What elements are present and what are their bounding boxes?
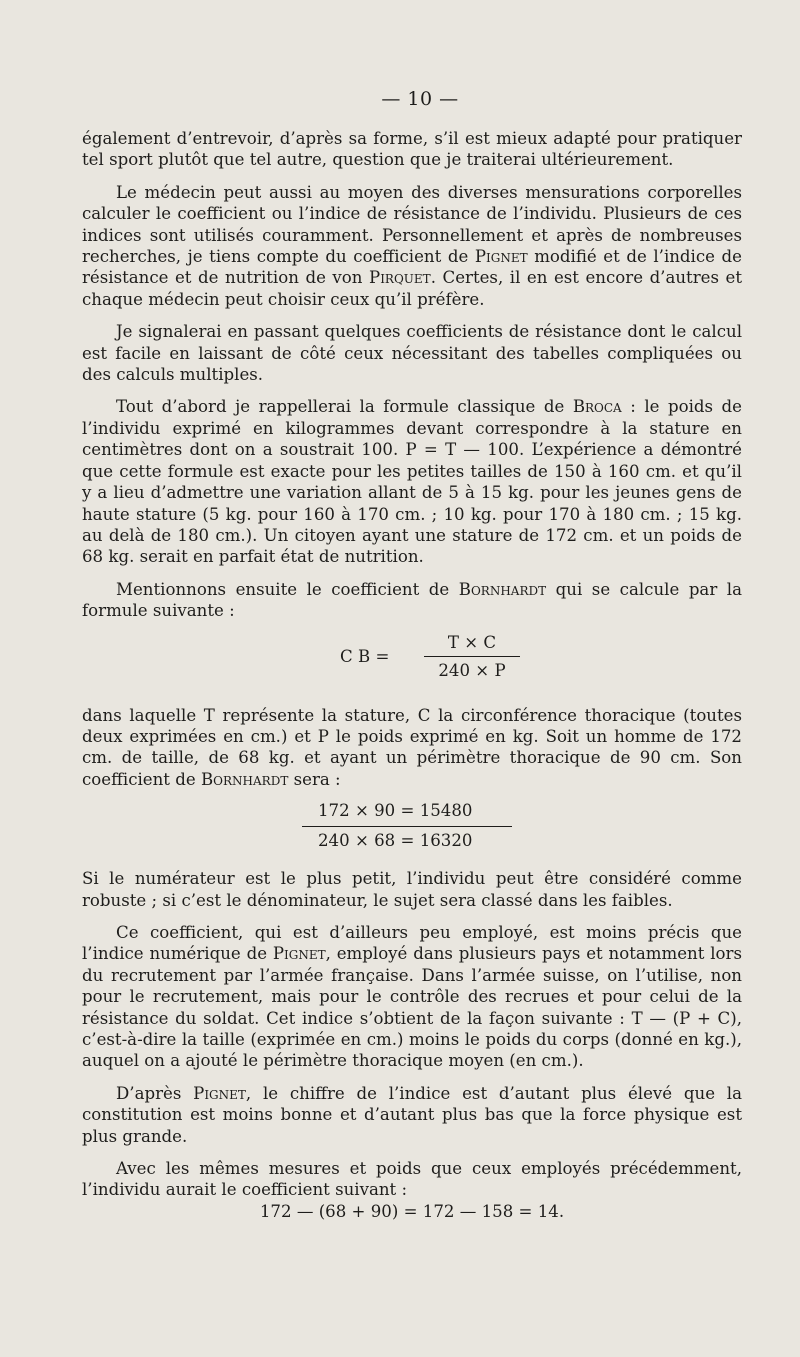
body-text: [82, 128, 742, 1222]
paragraph: [82, 128, 742, 171]
author-name: Pignet: [272, 944, 326, 964]
paragraph-text: Tout d’abord je rappellerai la formule classique de: [116, 397, 573, 417]
paragraph: [82, 1083, 742, 1147]
paragraph-text: qui se calcule par la formule suivante :: [82, 579, 742, 621]
paragraph: [82, 321, 742, 385]
page-number: — 10 —: [381, 88, 459, 110]
author-name: Pirquet: [369, 268, 431, 288]
paragraph-text: sera :: [288, 769, 341, 789]
paragraph-text: , employé dans plusieurs pays et notamment lors du recrutement par l’armée française. Dans l’armée suisse, on l’utilise, non pour le recrutement, mais pour le contrôle des recrues et pour celui de la résistance du soldat. Cet indice s’obtient de la façon suivante : T — (P + C), c’est-à-dire la taille (exprimée en cm.) moins le poids du corps (donné en kg.), auquel on a ajouté le périmètre thoracique moyen (en cm.).: [82, 944, 742, 1071]
paragraph-text: également d’entrevoir, d’après sa forme, s’il est mieux adapté pour pratiquer tel sport plutôt que tel autre, question que je traiterai ultérieurement.: [82, 129, 742, 170]
author-name: Broca: [572, 397, 622, 417]
paragraph: [82, 705, 742, 791]
formula-numerator: T × C: [447, 632, 497, 652]
fraction-bar: [302, 826, 512, 827]
formula-bornhardt: [82, 630, 742, 694]
fraction-bar: [424, 656, 520, 657]
author-name: Bornhardt: [200, 769, 289, 789]
paragraph-text: : le poids de l’individu exprimé en kilogrammes devant correspondre à la stature en centimètres dont on a soustrait 100. P = T — 100. L’expérience a démontré que cette formule est exacte pour les petites tailles de 150 à 160 cm. et qu’il y a lieu d’admettre une variation allant de 5 à 15 kg. pour les jeunes gens de haute stature (5 kg. pour 160 à 170 cm. ; 10 kg. pour 170 à 180 cm. ; 15 kg. au delà de 180 cm.). Un citoyen ayant une stature de 172 cm. et un poids de 68 kg. serait en parfait état de nutrition.: [82, 397, 742, 567]
paragraph-text: Ce coefficient, qui est d’ailleurs peu employé, est moins précis que l’indice numérique de: [82, 922, 742, 964]
paragraph-text: Avec les mêmes mesures et poids que ceux employés précédemment, l’individu aurait le coefficient suivant :: [82, 1159, 742, 1200]
paragraph-text: modifié et de l’indice de résistance et de nutrition de von: [82, 247, 742, 288]
paragraph: [82, 922, 742, 1072]
paragraph-text: , le chiffre de l’indice est d’autant plus élevé que la constitution est moins bonne et d’autant plus bas que la force physique est plus grande.: [82, 1083, 743, 1146]
paragraph: [82, 868, 742, 911]
paragraph-text: dans laquelle T représente la stature, C la circonférence thoracique (toutes deux exprimées en cm.) et P le poids exprimé en kg. Soit un homme de 172 cm. de taille, de 68 kg. et ayant un périmètre thoracique de 90 cm. Son coefficient de: [82, 705, 742, 789]
paragraph: [82, 182, 742, 310]
formula-denominator: 240 × 68 = 16320: [318, 831, 473, 851]
paragraph: [82, 579, 742, 622]
formula-pignet: 172 — (68 + 90) = 172 — 158 = 14.: [259, 1201, 565, 1221]
paragraph-text: Mentionnons ensuite le coefficient de: [116, 579, 459, 599]
paragraph-text: Si le numérateur est le plus petit, l’individu peut être considéré comme robuste ; si c’est le dénominateur, le sujet sera classé dans les faibles.: [82, 869, 742, 910]
paragraph-text: . Certes, il en est encore d’autres et chaque médecin peut choisir ceux qu’il préfère.: [82, 268, 743, 309]
author-name: Pignet: [193, 1083, 246, 1103]
paragraph: [82, 396, 742, 567]
paragraph-text: Je signalerai en passant quelques coefficients de résistance dont le calcul est facile en laissant de côté ceux nécessitant des tabelles compliquées ou des calculs multiples.: [82, 322, 742, 385]
paragraph-text: D’après: [116, 1083, 194, 1103]
formula-numerator: 172 × 90 = 15480: [318, 801, 473, 821]
paragraph-text: Le médecin peut aussi au moyen des diverses mensurations corporelles calculer le coefficient ou l’indice de résistance de l’individu. Plusieurs de ces indices sont utilisés couramment. Personnellement et après de nombreuses recherches, je tiens compte du coefficient de: [82, 182, 742, 267]
formula-denominator: 240 × P: [438, 660, 506, 680]
author-name: Pignet: [474, 247, 528, 267]
formula-example: [82, 800, 742, 856]
formula-lhs: C B =: [340, 646, 390, 666]
paragraph: [82, 1158, 742, 1201]
author-name: Bornhardt: [458, 579, 547, 599]
